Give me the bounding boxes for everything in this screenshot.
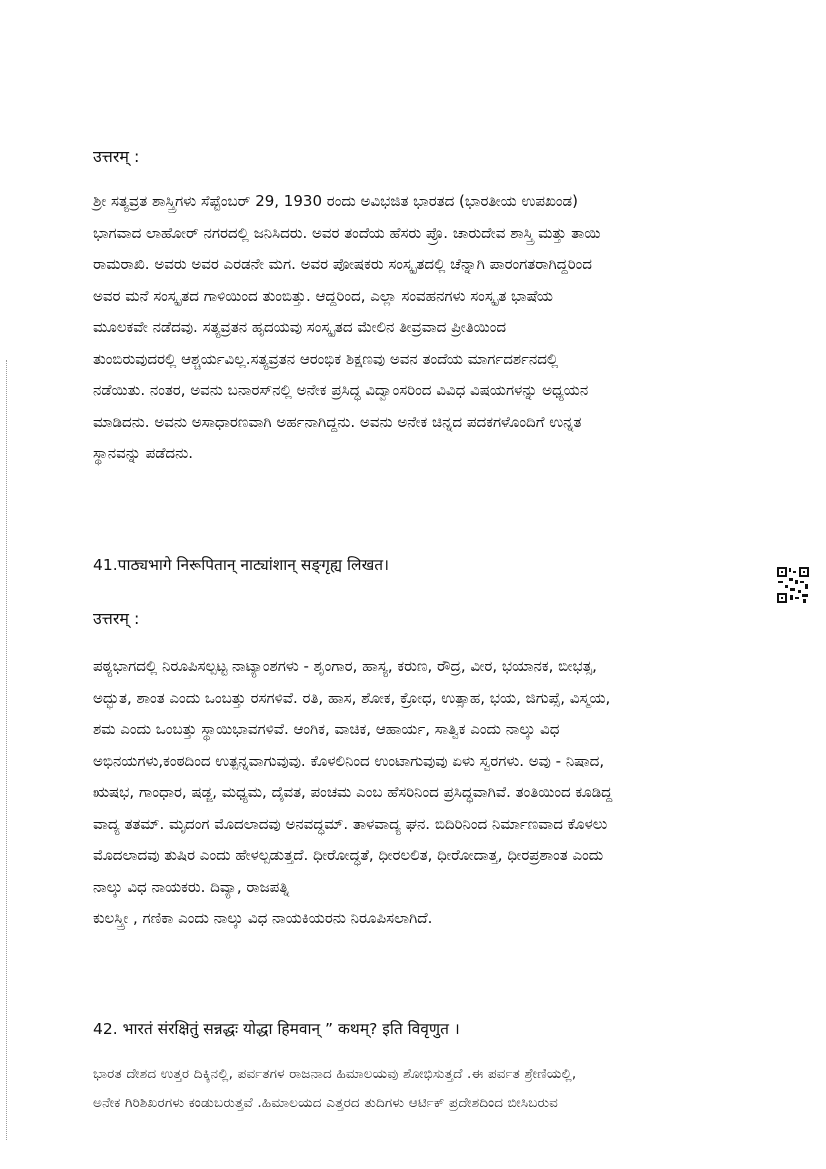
- answer-1-paragraph: [93, 186, 793, 470]
- answer-1-line: ಅವರ ಮನೆ ಸಂಸ್ಕೃತದ ಗಾಳಿಯಿಂದ ತುಂಬಿತ್ತು. ಆದ್ದರಿಂದ, ಎಲ್ಲಾ ಸಂವಹನಗಳು ಸಂಸ್ಕೃತ ಭಾಷೆಯ: [93, 286, 553, 305]
- answer-3-paragraph: [93, 1060, 793, 1118]
- answer-1-line: ಭಾಗವಾದ ಲಾಹೋರ್ ನಗರದಲ್ಲಿ ಜನಿಸಿದರು. ಅವರ ತಂದೆಯ ಹೆಸರು ಪ್ರೊ. ಚಾರುದೇವ ಶಾಸ್ತ್ರಿ ಮತ್ತು ತಾಯಿ: [93, 223, 601, 242]
- answer-1-line: ಮೂಲಕವೇ ನಡೆದವು. ಸತ್ಯವ್ರತನ ಹೃದಯವು ಸಂಸ್ಕೃತದ ಮೇಲಿನ ತೀವ್ರವಾದ ಪ್ರೀತಿಯಿಂದ: [93, 318, 507, 336]
- answer-2-line: ಶಮ ಎಂದು ಒಂಬತ್ತು ಸ್ಥಾಯಿಭಾವಗಳಿವೆ. ಆಂಗಿಕ, ವಾಚಿಕ, ಆಹಾರ್ಯ, ಸಾತ್ವಿಕ ಎಂದು ನಾಲ್ಕು ವಿಧ: [93, 720, 560, 738]
- answer-2-line: ಅದ್ಭುತ, ಶಾಂತ ಎಂದು ಒಂಬತ್ತು ರಸಗಳಿವೆ. ರತಿ, ಹಾಸ, ಶೋಕ, ಕ್ರೋಧ, ಉತ್ಸಾಹ, ಭಯ, ಜಿಗುಪ್ಸೆ, ವಿಸ್ಮಯ,: [93, 688, 611, 707]
- answer-1-line: ತುಂಬಿರುವುದರಲ್ಲಿ ಆಶ್ಚರ್ಯವಿಲ್ಲ.ಸತ್ಯವ್ರತನ ಆರಂಭಿಕ ಶಿಕ್ಷಣವು ಅವನ ತಂದೆಯ ಮಾರ್ಗದರ್ಶನದಲ್ಲಿ: [93, 349, 559, 368]
- answer-2-line: ಋಷಭ, ಗಾಂಧಾರ, ಷಡ್ಜ, ಮಧ್ಯಮ, ದೈವತ, ಪಂಚಮ ಎಂಬ ಹೆಸರಿನಿಂದ ಪ್ರಸಿದ್ಧವಾಗಿವೆ. ತಂತಿಯಿಂದ ಕೂಡಿದ್ದ: [93, 783, 613, 801]
- answer-3-line: ಅನೇಕ ಗಿರಿಶಿಖರಗಳು ಕಂಡುಬರುತ್ತವೆ .ಹಿಮಾಲಯದ ಎತ್ತರದ ತುದಿಗಳು ಆರ್ಟಿಕ್ ಪ್ರದೇಶದಿಂದ ಬೀಸಿಬರುವ: [93, 1095, 559, 1111]
- binding-margin-dots: [6, 360, 8, 1140]
- answer-label-1: उत्तरम् :: [93, 147, 140, 166]
- answer-1-line: ನಡೆಯಿತು. ನಂತರ, ಅವನು ಬನಾರಸ್‌ನಲ್ಲಿ ಅನೇಕ ಪ್ರಸಿದ್ಧ ವಿದ್ವಾಂಸರಿಂದ ವಿವಿಧ ವಿಷಯಗಳನ್ನು ಅಧ್ಯಯನ: [93, 381, 589, 399]
- answer-1-line: ಶ್ರೀ ಸತ್ಯವ್ರತ ಶಾಸ್ತ್ರಿಗಳು ಸೆಪ್ಟೆಂಬರ್ 29, 1930 ರಂದು ಅವಿಭಜಿತ ಭಾರತದ (ಭಾರತೀಯ ಉಪಖಂಡ): [93, 192, 578, 210]
- question-42: 42. भारतं संरक्षितुं सन्नद्धः योद्धा हिमवान् ” कथम्? इति विवृणुत ।: [93, 1020, 460, 1038]
- answer-2-line: ಮೊದಲಾದವು ತುಷಿರ ಎಂದು ಹೇಳಲ್ಪಡುತ್ತದೆ. ಧೀರೋದ್ಧತೆ, ಧೀರಲಲಿತ, ಧೀರೋದಾತ್ತ, ಧೀರಪ್ರಶಾಂತ ಎಂದು: [93, 846, 604, 864]
- answer-2-paragraph: [93, 651, 793, 935]
- answer-2-line: ನಾಲ್ಕು ವಿಧ ನಾಯಕರು. ದಿವ್ಯಾ, ರಾಜಪತ್ನಿ: [93, 877, 290, 896]
- answer-2-line: ಅಭಿನಯಗಳು,ಕಂಠದಿಂದ ಉತ್ಪನ್ನವಾಗುವುವು. ಕೊಳಲಿನಿಂದ ಉಂಟಾಗುವುವು ಏಳು ಸ್ವರಗಳು. ಅವು - ನಿಷಾದ,: [93, 751, 605, 770]
- answer-1-line: ಸ್ಥಾನವನ್ನು ಪಡೆದನು.: [93, 444, 193, 462]
- answer-2-line: ವಾದ್ಯ ತತಮ್. ಮೃದಂಗ ಮೊದಲಾದವು ಅನವದ್ಧಮ್. ತಾಳವಾದ್ಯ ಘನ. ಬಿದಿರಿನಿಂದ ನಿರ್ಮಾಣವಾದ ಕೊಳಲು: [93, 814, 608, 833]
- answer-1-line: ಮಾಡಿದನು. ಅವನು ಅಸಾಧಾರಣವಾಗಿ ಅರ್ಹನಾಗಿದ್ದನು. ಅವನು ಅನೇಕ ಚಿನ್ನದ ಪದಕಗಳೊಂದಿಗೆ ಉನ್ನತ: [93, 412, 582, 431]
- question-41: 41.पाठ्यभागे निरूपितान् नाट्यांशान् सङ्गृह्य लिखत।: [93, 556, 389, 574]
- answer-3-line: ಭಾರತ ದೇಶದ ಉತ್ತರ ದಿಕ್ಕಿನಲ್ಲಿ, ಪರ್ವತಗಳ ರಾಜನಾದ ಹಿಮಾಲಯವು ಶೋಭಿಸುತ್ತದೆ .ಈ ಪರ್ವತ ಶ್ರೇಣಿಯಲ್ಲಿ,: [93, 1066, 577, 1082]
- answer-label-2: उत्तरम् :: [93, 609, 140, 628]
- answer-2-line: ಪಠ್ಯಭಾಗದಲ್ಲಿ ನಿರೂಪಿಸಲ್ಪಟ್ಟ ನಾಟ್ಯಾಂಶಗಳು - ಶೃಂಗಾರ, ಹಾಸ್ಯ, ಕರುಣ, ರೌದ್ರ, ವೀರ, ಭಯಾನಕ, ಬೀಭತ್ಸ,: [93, 657, 597, 675]
- qr-code-icon: [776, 566, 810, 604]
- answer-2-line: ಕುಲಸ್ತ್ರೀ , ಗಣಿಕಾ ಎಂದು ನಾಲ್ಕು ವಿಧ ನಾಯಕಿಯರನು ನಿರೂಪಿಸಲಾಗಿದೆ.: [93, 909, 433, 927]
- answer-1-line: ರಾಮರಾಖಿ. ಅವರು ಅವರ ಎರಡನೇ ಮಗ. ಅವರ ಪೋಷಕರು ಸಂಸ್ಕೃತದಲ್ಲಿ ಚೆನ್ನಾಗಿ ಪಾರಂಗತರಾಗಿದ್ದರಿಂದ: [93, 255, 592, 273]
